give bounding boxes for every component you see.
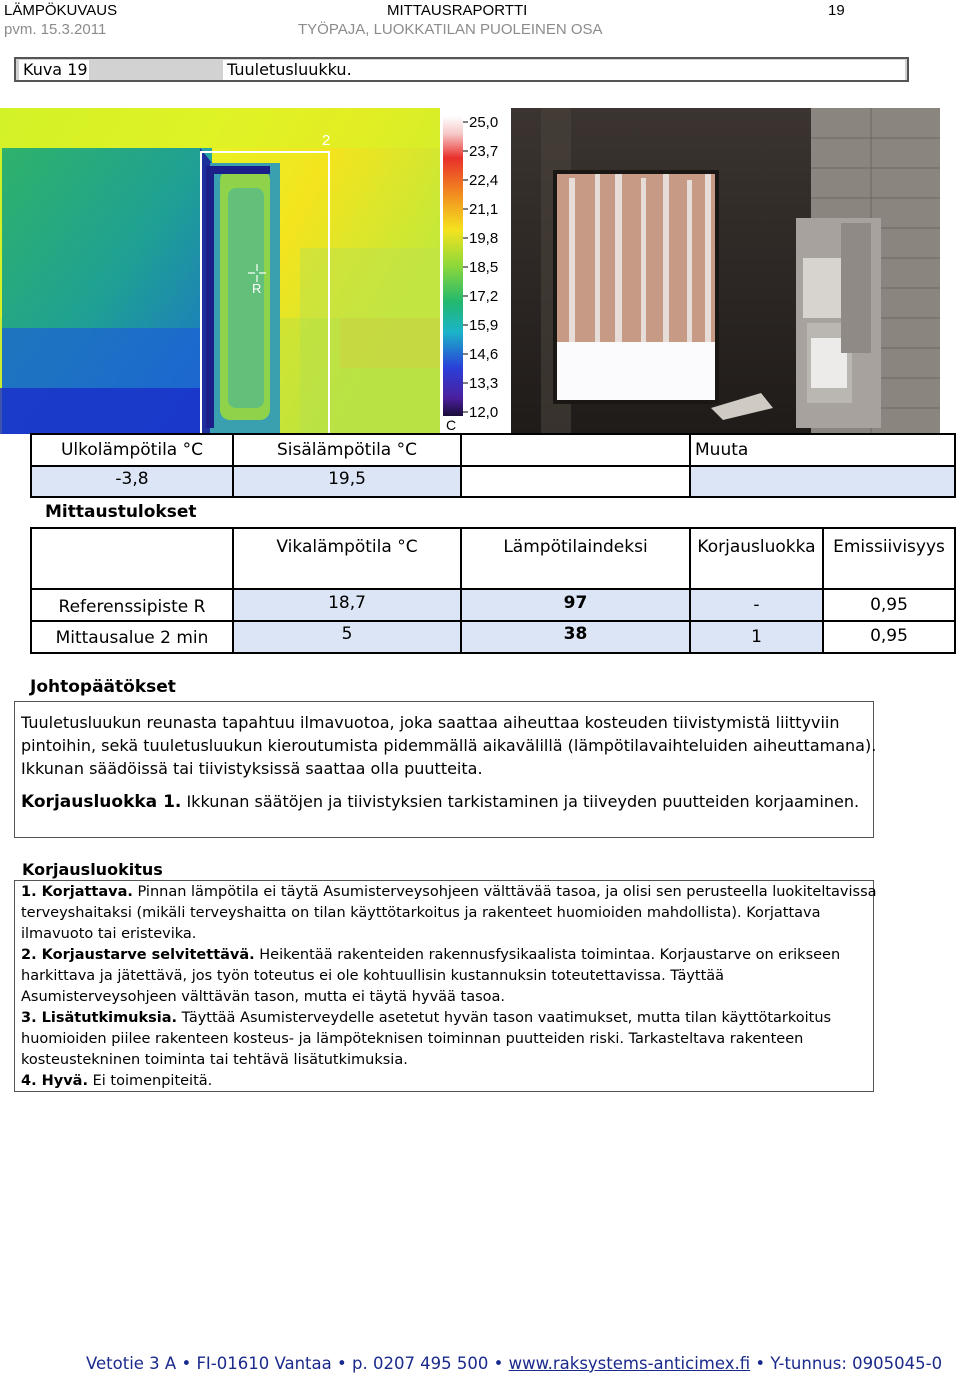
other-value-empty [462, 467, 689, 496]
class-item-4: 4. Hyvä. Ei toimenpiteitä. [21, 1073, 213, 1089]
row-ref-emissivity: 0,95 [870, 595, 908, 615]
thermal-image-graphic [0, 108, 510, 434]
class-3-line: huomioiden piilee rakenteen kosteus- ja lämpöteknisen toiminnan puutteiden riski. Tarkasteltava rakenteen [21, 1031, 804, 1047]
classes-title: Korjausluokitus [22, 860, 163, 879]
footer-address: Vetotie 3 A [86, 1354, 177, 1373]
class-3-label: 3. Lisätutkimuksia. [21, 1010, 178, 1026]
results-title: Mittaustulokset [45, 502, 197, 522]
conclusion-class-text: Ikkunan säätöjen ja tiivistyksien tarkistaminen ja tiiveyden puutteiden korjaaminen. [186, 792, 860, 811]
indoor-temp-value: 19,5 [234, 467, 460, 496]
col-emissivity: Emissiivisyys [833, 537, 945, 557]
scale-tick-label: 23,7 [469, 143, 499, 160]
image-label: Kuva 19 [19, 60, 89, 80]
report-location: TYÖPAJA, LUOKKATILAN PUOLEINEN OSA [298, 21, 603, 38]
row-area-temp: 5 [234, 622, 460, 652]
row-ref-temp: 18,7 [234, 590, 460, 620]
row-area-label: Mittausalue 2 min [55, 628, 209, 648]
class-2-label: 2. Korjaustarve selvitettävä. [21, 947, 255, 963]
temperature-scale-bar [443, 116, 463, 416]
scale-tick-label: 22,4 [469, 172, 499, 189]
footer-phone: p. 0207 495 500 [351, 1354, 489, 1373]
report-title: MITTAUSRAPORTTI [387, 2, 528, 19]
conclusion-class-label: Korjausluokka 1. [21, 792, 182, 812]
footer-business-id: Y-tunnus: 0905045-0 [770, 1354, 943, 1373]
conditions-table [30, 433, 956, 498]
scale-tick-label: 21,1 [469, 201, 499, 218]
indoor-temp-header: Sisälämpötila °C [277, 440, 417, 460]
row-ref-index: 97 [462, 590, 689, 620]
scale-tick-label: 15,9 [469, 317, 499, 334]
conclusions-line: Ikkunan säädöissä tai tiivistyksissä saattaa olla puutteita. [21, 759, 483, 778]
reference-point-label: R [252, 281, 262, 296]
class-1-label: 1. Korjattava. [21, 884, 133, 900]
conclusions-line: Tuuletusluukun reunasta tapahtuu ilmavuotoa, joka saattaa aiheuttaa kosteuden tiivistymistä liittyviin [21, 713, 840, 732]
scale-tick-label: 12,0 [469, 404, 499, 421]
footer: Vetotie 3 A • FI-01610 Vantaa • p. 0207 495 500 • www.raksystems-anticimex.fi • Y-tunnus: 0905045-0 [86, 1354, 943, 1373]
results-table [30, 527, 956, 654]
col-defect-temp: Vikalämpötila °C [276, 537, 418, 557]
row-area-index: 38 [462, 622, 689, 652]
class-item-3: 3. Lisätutkimuksia. Täyttää Asumisterveydelle asetetut hyvän tason vaatimukset, mutta tilan käyttötarkoitus [21, 1010, 832, 1026]
footer-website-link[interactable]: www.raksystems-anticimex.fi [508, 1354, 751, 1373]
class-1-line: ilmavuoto tai eristevika. [21, 926, 197, 942]
row-area-class: 1 [691, 622, 822, 652]
row-ref-label: Referenssipiste R [58, 597, 206, 617]
col-repair-class: Korjausluokka [697, 537, 816, 557]
conclusions-line: pintoihin, sekä tuuletusluukun kieroutumista pidemmällä aikavälillä (lämpötilavaihteluiden aiheuttamana). [21, 736, 877, 755]
class-3-line: kosteustekninen toiminta tai tehtävä lisätutkimuksia. [21, 1052, 408, 1068]
image-caption-bar [14, 57, 909, 82]
footer-postal: FI-01610 Vantaa [196, 1354, 332, 1373]
scale-tick-label: 18,5 [469, 259, 499, 276]
other-header: Muuta [695, 440, 749, 460]
outdoor-temp-value: -3,8 [32, 467, 232, 496]
scale-tick-label: 13,3 [469, 375, 499, 392]
visual-photo [511, 108, 940, 434]
class-4-label: 4. Hyvä. [21, 1073, 88, 1089]
visual-photo-graphic [511, 108, 940, 434]
scale-tick-label: 19,8 [469, 230, 499, 247]
class-2-line: harkittava ja jätettävä, jos työn toteutus ei ole kohtuullisin kustannuksin toteutettavissa. Täyttää [21, 968, 725, 984]
image-title: Tuuletusluukku. [223, 60, 905, 80]
conclusions-text [21, 711, 881, 814]
outdoor-temp-header: Ulkolämpötila °C [60, 440, 203, 460]
conclusions-title: Johtopäätökset [30, 677, 176, 697]
col-temp-index: Lämpötilaindeksi [503, 537, 648, 557]
class-item-1: 1. Korjattava. Pinnan lämpötila ei täytä Asumisterveysohjeen välttävää tasoa, ja olisi sen perusteella luokiteltavissa [21, 884, 877, 900]
thermal-image [0, 108, 510, 434]
row-area-emissivity: 0,95 [870, 626, 908, 646]
report-type: LÄMPÖKUVAUS [4, 2, 118, 19]
class-item-2: 2. Korjaustarve selvitettävä. Heikentää rakenteiden rakennusfysikaalista toimintaa. Korjaustarve on erikseen [21, 947, 841, 963]
scale-tick-label: 14,6 [469, 346, 499, 363]
row-ref-class: - [691, 590, 822, 620]
class-2-line: Asumisterveysohjeen välttävän tason, mutta ei täytä hyvää tasoa. [21, 989, 506, 1005]
other-value [691, 467, 954, 496]
scale-tick-label: 17,2 [469, 288, 499, 305]
report-date: pvm. 15.3.2011 [4, 21, 107, 38]
scale-tick-label: 25,0 [469, 114, 499, 131]
class-1-line: terveyshaitaksi (mikäli terveyshaitta on tilan käyttötarkoitus ja rakenteet huomioiden mahdollista). Korjattava [21, 905, 821, 921]
measurement-area-label: 2 [322, 132, 331, 149]
page-number: 19 [828, 2, 845, 19]
scale-unit: C [446, 417, 457, 433]
classes-text [21, 882, 881, 1092]
conclusion-repair-class [21, 790, 881, 814]
